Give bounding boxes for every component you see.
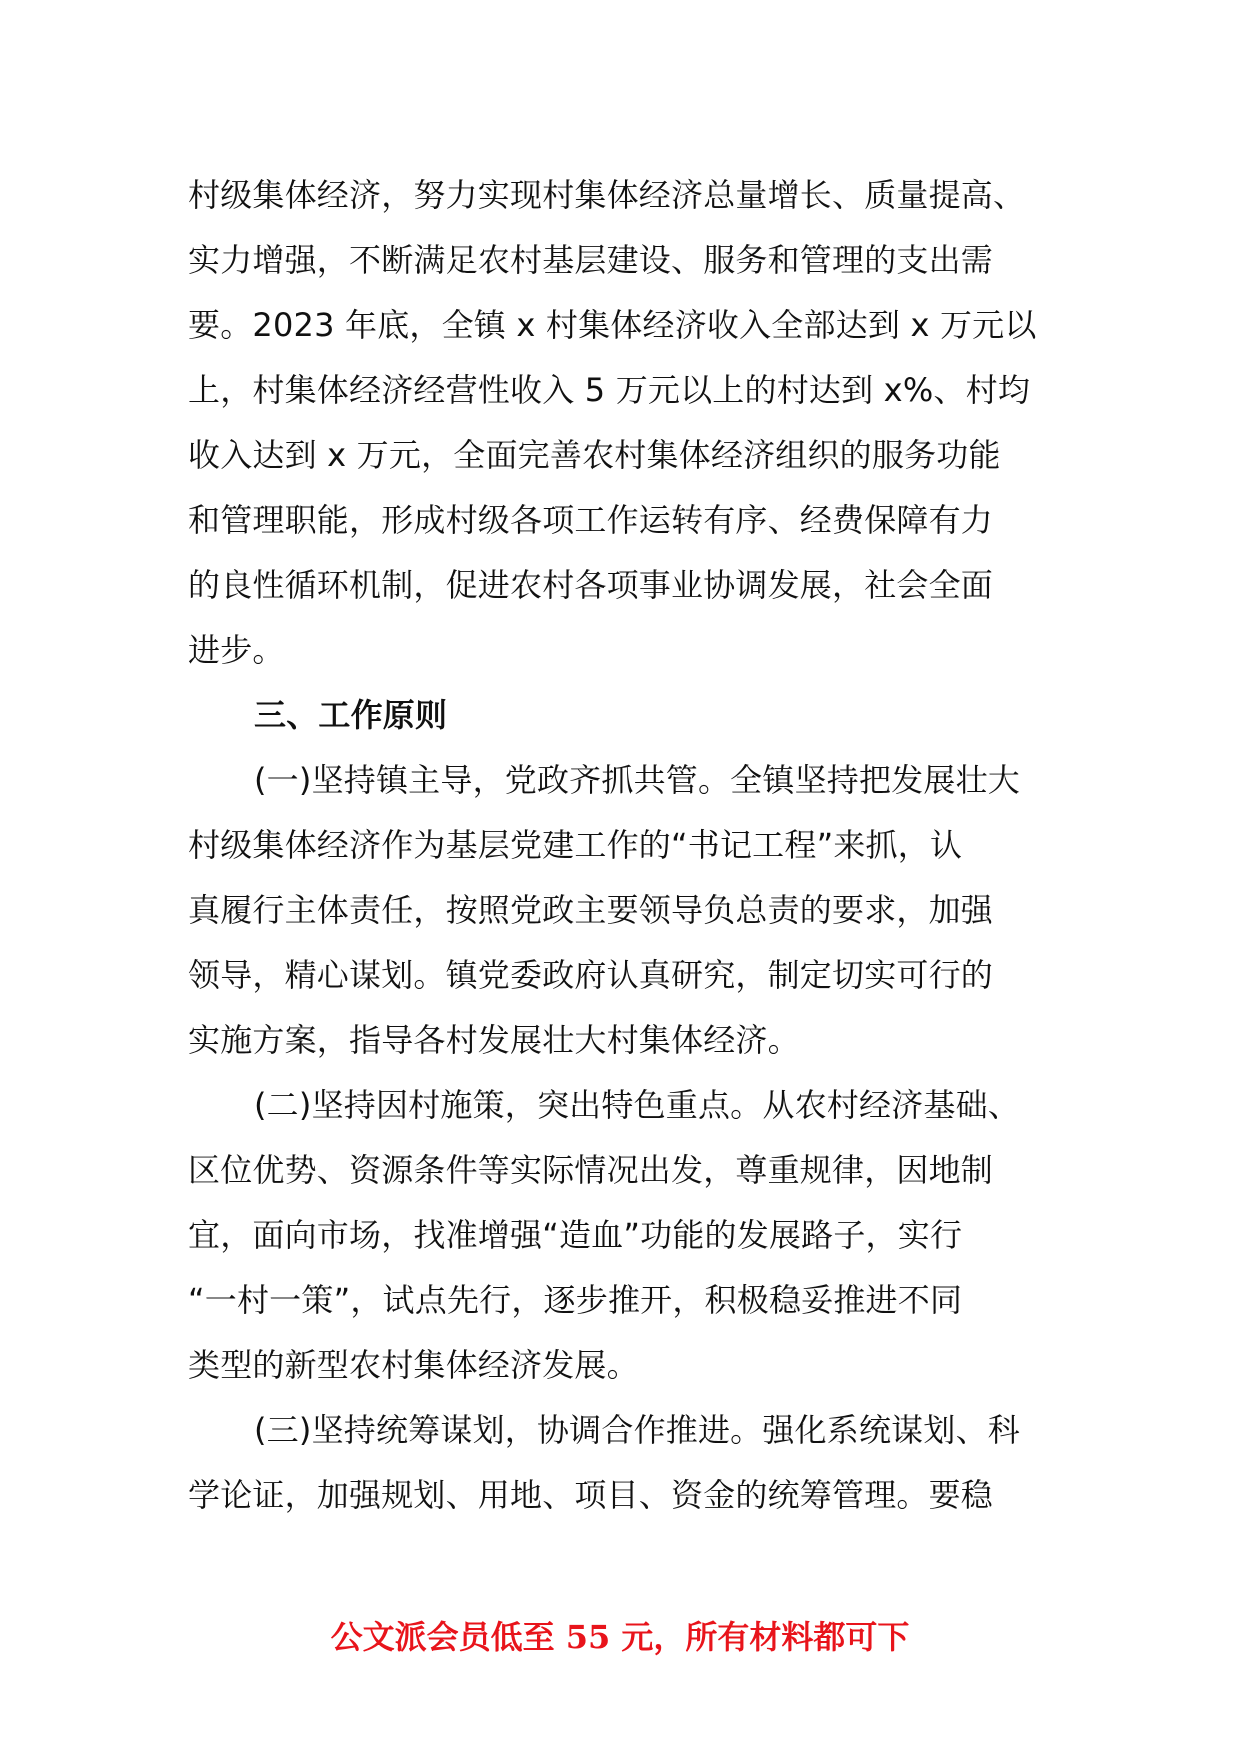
- text-line: 类型的新型农村集体经济发展。: [188, 1346, 639, 1384]
- text-line: 收入达到 x 万元，全面完善农村集体经济组织的服务功能: [188, 436, 1001, 474]
- text-line: 上，村集体经济经营性收入 5 万元以上的村达到 x%、村均: [188, 371, 1031, 409]
- text-line: 村级集体经济作为基层党建工作的“书记工程”来抓，认: [188, 826, 963, 864]
- text-line: (二)坚持因村施策，突出特色重点。从农村经济基础、: [254, 1086, 1020, 1124]
- text-line: 的良性循环机制，促进农村各项事业协调发展，社会全面: [188, 566, 994, 604]
- text-line: 实施方案，指导各村发展壮大村集体经济。: [188, 1021, 800, 1059]
- text-line: 真履行主体责任，按照党政主要领导负总责的要求，加强: [188, 891, 994, 929]
- text-line: 学论证，加强规划、用地、项目、资金的统筹管理。要稳: [188, 1476, 994, 1514]
- text-line: (一)坚持镇主导，党政齐抓共管。全镇坚持把发展壮大: [254, 761, 1020, 799]
- text-line: (三)坚持统筹谋划，协调合作推进。强化系统谋划、科: [254, 1411, 1020, 1449]
- text-line: 区位优势、资源条件等实际情况出发，尊重规律，因地制: [188, 1151, 994, 1189]
- promo-footer: 公文派会员低至 55 元，所有材料都可下: [330, 1618, 910, 1656]
- text-line: 领导，精心谋划。镇党委政府认真研究，制定切实可行的: [188, 956, 994, 994]
- text-line: 进步。: [188, 631, 285, 669]
- text-line: 和管理职能，形成村级各项工作运转有序、经费保障有力: [188, 501, 994, 539]
- text-line: 宜，面向市场，找准增强“造血”功能的发展路子，实行: [188, 1216, 963, 1254]
- section-heading: 三、工作原则: [254, 696, 448, 734]
- text-line: “一村一策”，试点先行，逐步推开，积极稳妥推进不同: [188, 1281, 963, 1319]
- document-body: [188, 163, 1058, 1528]
- text-line: 实力增强，不断满足农村基层建设、服务和管理的支出需: [188, 241, 994, 279]
- text-line: 要。2023 年底，全镇 x 村集体经济收入全部达到 x 万元以: [188, 306, 1037, 344]
- text-line: 村级集体经济，努力实现村集体经济总量增长、质量提高、: [188, 176, 1026, 214]
